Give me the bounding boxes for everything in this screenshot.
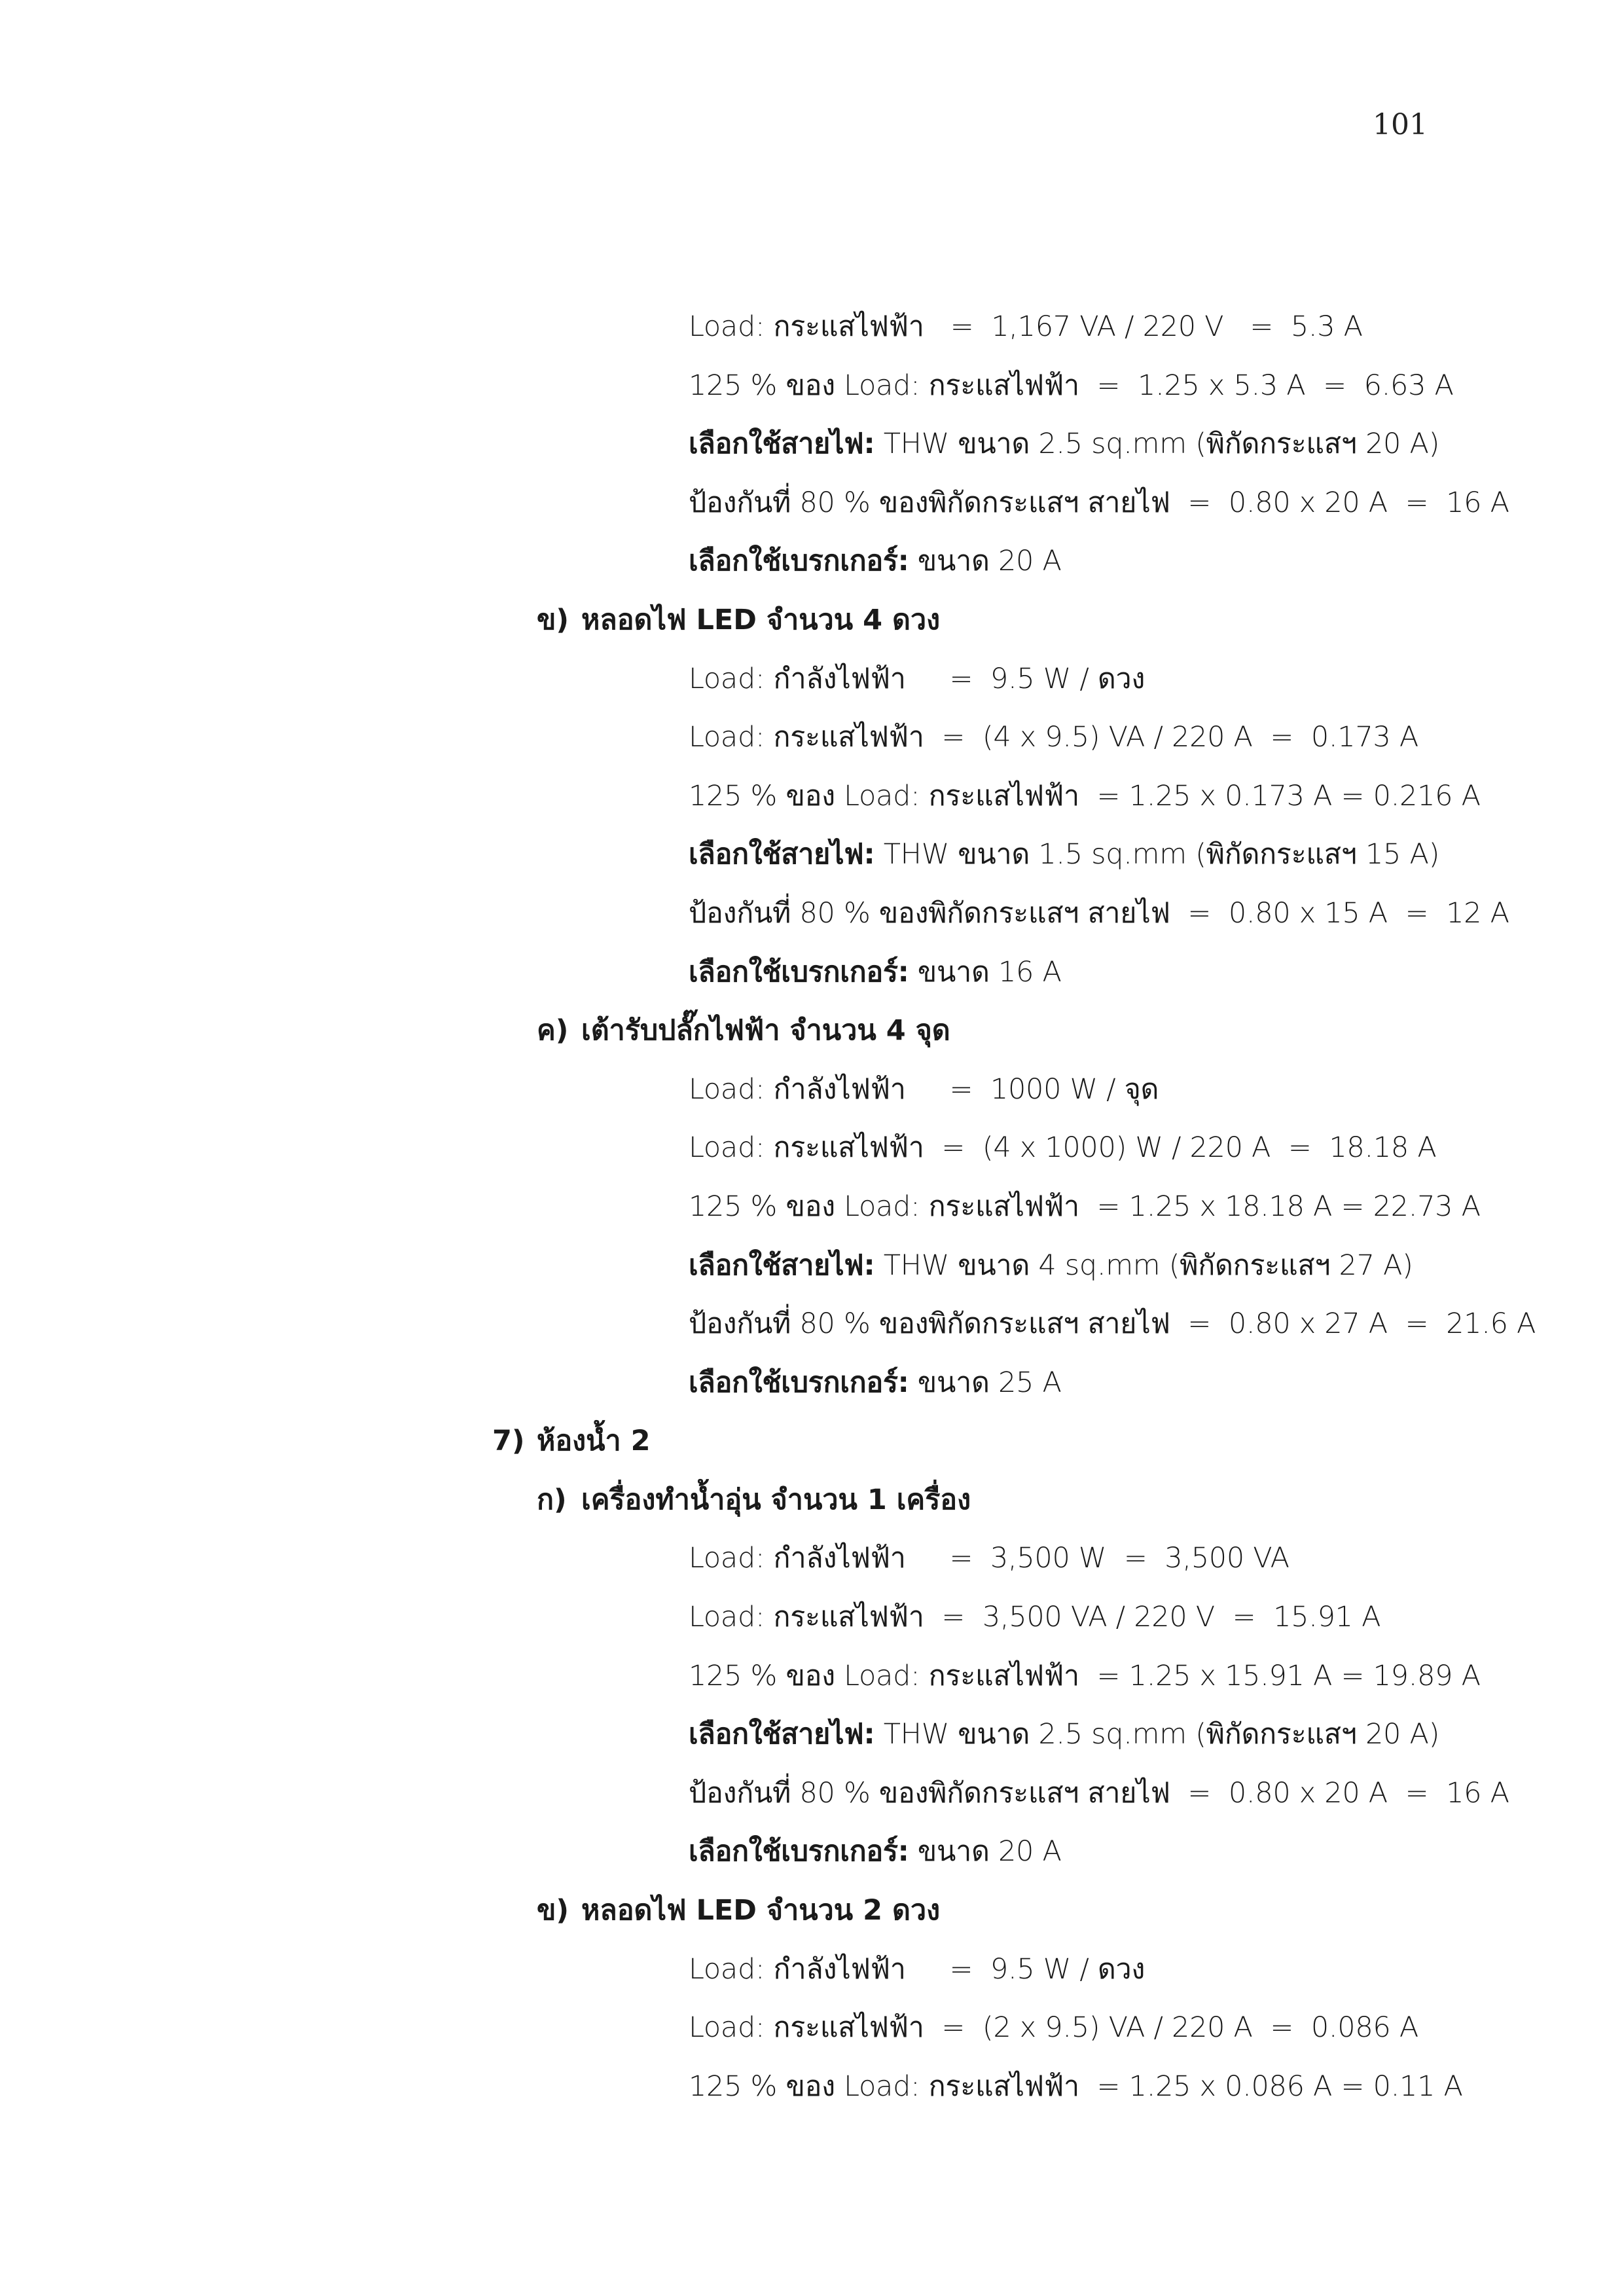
calculation-text: ป้องกันที่ 80 % ของพิกัดกระแสฯ สายไฟ = 0.80 x 15 A = 12 A [689,896,1509,930]
section-heading [0,1412,1624,1471]
heading-text: ห้องน้ำ 2 [537,1425,651,1458]
calculation-text: ป้องกันที่ 80 % ของพิกัดกระแสฯ สายไฟ = 0.80 x 20 A = 16 A [689,1776,1509,1810]
selection-label: เลือกใช้เบรกเกอร์: [689,955,909,989]
selection-line [0,532,1624,591]
calculation-text: Load: กระแสไฟฟ้า = (2 x 9.5) VA / 220 A = 0.086 A [689,2011,1418,2045]
page-number: 101 [1373,108,1428,141]
calculation-line [0,1999,1624,2058]
calculation-line [0,1588,1624,1647]
calculation-line [0,1647,1624,1706]
calculation-text: ขนาด 25 A [909,1366,1062,1399]
selection-line [0,1705,1624,1764]
calculation-text: 125 % ของ Load: กระแสไฟฟ้า = 1.25 x 18.18 A = 22.73 A [689,1190,1481,1223]
heading-number: ค) [537,1014,569,1048]
subsection-heading [0,1002,1624,1061]
heading-text: เครื่องทำน้ำอุ่น จำนวน 1 เครื่อง [581,1483,971,1516]
calculation-text: Load: กำลังไฟฟ้า = 9.5 W / ดวง [689,662,1146,695]
calculation-line [0,708,1624,767]
selection-line [0,1237,1624,1296]
heading-number: ข) [537,1894,569,1927]
heading-text: เต้ารับปลั๊กไฟฟ้า จำนวน 4 จุด [581,1014,950,1048]
heading-text: หลอดไฟ LED จำนวน 4 ดวง [581,603,941,636]
calculation-text: THW ขนาด 2.5 sq.mm (พิกัดกระแสฯ 20 A) [875,428,1440,461]
calculation-text: Load: กระแสไฟฟ้า = (4 x 1000) W / 220 A = 18.18 A [689,1131,1437,1165]
selection-line [0,415,1624,474]
calculation-text: Load: กระแสไฟฟ้า = 1,167 VA / 220 V = 5.3 A [689,310,1363,343]
calculation-text: Load: กำลังไฟฟ้า = 1000 W / จุด [689,1072,1159,1106]
calculation-line [0,298,1624,357]
calculation-line [0,1119,1624,1178]
heading-text: หลอดไฟ LED จำนวน 2 ดวง [581,1894,941,1927]
subsection-heading [0,1471,1624,1530]
calculation-line [0,2058,1624,2117]
calculation-text: ป้องกันที่ 80 % ของพิกัดกระแสฯ สายไฟ = 0.80 x 20 A = 16 A [689,486,1509,519]
calculation-text: 125 % ของ Load: กระแสไฟฟ้า = 1.25 x 0.086 A = 0.11 A [689,2069,1463,2103]
selection-label: เลือกใช้เบรกเกอร์: [689,545,909,578]
heading-number: ก) [537,1483,567,1516]
calculation-text: THW ขนาด 1.5 sq.mm (พิกัดกระแสฯ 15 A) [875,838,1440,871]
selection-label: เลือกใช้เบรกเกอร์: [689,1366,909,1399]
calculation-text: ขนาด 20 A [909,1835,1062,1868]
heading-number: ข) [537,603,569,636]
selection-line [0,1823,1624,1882]
selection-label: เลือกใช้สายไฟ: [689,838,875,871]
subsection-heading [0,1882,1624,1941]
calculation-text: ขนาด 20 A [909,545,1062,578]
calculation-text: 125 % ของ Load: กระแสไฟฟ้า = 1.25 x 0.173 A = 0.216 A [689,779,1481,812]
calculation-line [0,1061,1624,1120]
calculation-text: Load: กำลังไฟฟ้า = 9.5 W / ดวง [689,1952,1146,1986]
calculation-text: Load: กำลังไฟฟ้า = 3,500 W = 3,500 VA [689,1542,1290,1575]
selection-label: เลือกใช้เบรกเกอร์: [689,1835,909,1868]
selection-label: เลือกใช้สายไฟ: [689,428,875,461]
calculation-line [0,884,1624,943]
document-body [0,298,1624,2116]
selection-label: เลือกใช้สายไฟ: [689,1718,875,1751]
calculation-text: 125 % ของ Load: กระแสไฟฟ้า = 1.25 x 15.91 A = 19.89 A [689,1659,1481,1692]
calculation-text: ขนาด 16 A [909,955,1062,989]
calculation-line [0,1764,1624,1823]
selection-label: เลือกใช้สายไฟ: [689,1248,875,1282]
calculation-text: Load: กระแสไฟฟ้า = (4 x 9.5) VA / 220 A = 0.173 A [689,721,1418,754]
calculation-text: ป้องกันที่ 80 % ของพิกัดกระแสฯ สายไฟ = 0.80 x 27 A = 21.6 A [689,1307,1536,1341]
calculation-text: THW ขนาด 4 sq.mm (พิกัดกระแสฯ 27 A) [875,1248,1413,1282]
calculation-line [0,650,1624,709]
calculation-text: Load: กระแสไฟฟ้า = 3,500 VA / 220 V = 15.91 A [689,1601,1381,1634]
selection-line [0,826,1624,884]
heading-number: 7) [492,1425,525,1458]
calculation-line [0,1295,1624,1354]
calculation-line [0,1529,1624,1588]
calculation-text: THW ขนาด 2.5 sq.mm (พิกัดกระแสฯ 20 A) [875,1718,1440,1751]
calculation-text: 125 % ของ Load: กระแสไฟฟ้า = 1.25 x 5.3 A = 6.63 A [689,369,1454,402]
selection-line [0,943,1624,1002]
subsection-heading [0,591,1624,650]
calculation-line [0,357,1624,416]
calculation-line [0,1941,1624,1999]
calculation-line [0,474,1624,533]
calculation-line [0,767,1624,826]
selection-line [0,1354,1624,1413]
calculation-line [0,1178,1624,1237]
